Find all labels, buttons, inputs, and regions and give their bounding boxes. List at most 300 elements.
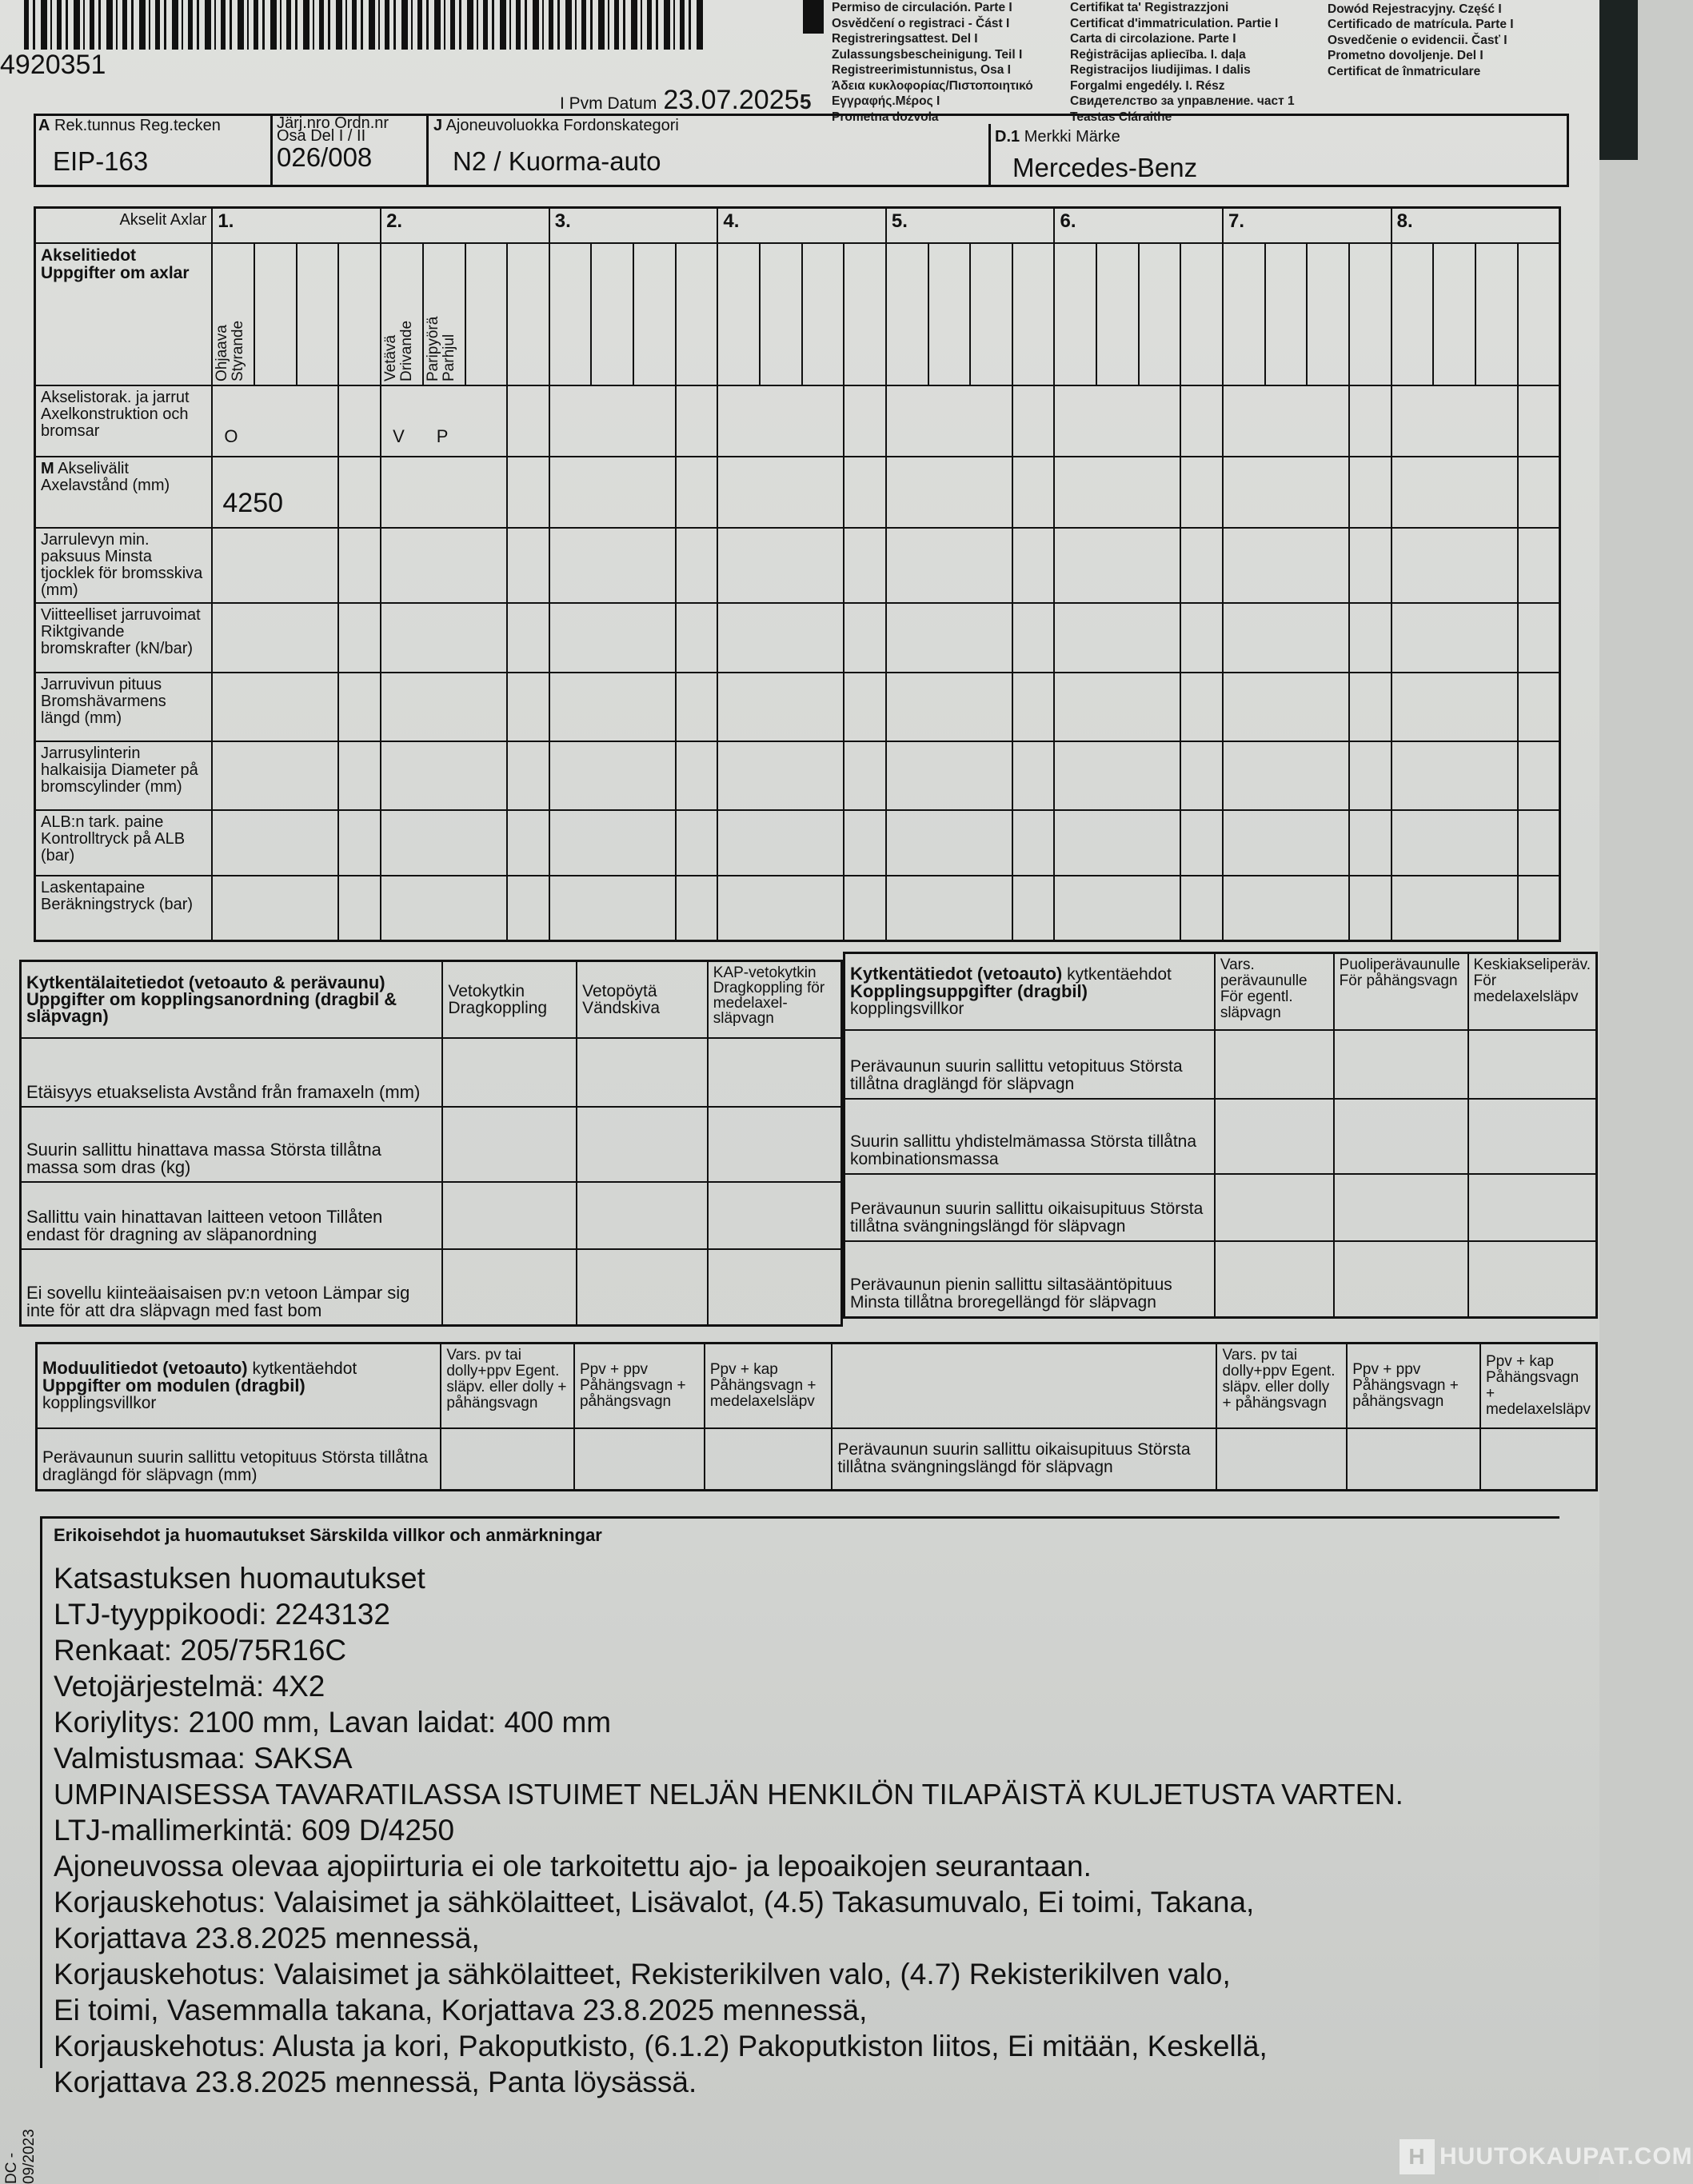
- form-number-fragment: 5: [800, 90, 812, 114]
- coupling-col-header: KAP-vetokytkin Dragkoppling för medelaxel-släpvagn: [708, 961, 842, 1038]
- axle1-steering-header: [212, 243, 254, 385]
- axle-cell: [549, 457, 676, 528]
- axle-cell: [717, 673, 844, 741]
- axle-row-label: Viitteelliset jarruvoimat Riktgivande bromskrafter (kN/bar): [35, 603, 213, 673]
- axle-cell: [676, 457, 718, 528]
- watermark-logo-icon: H: [1400, 2139, 1435, 2174]
- coupling-conditions-cell: [1215, 1030, 1334, 1099]
- coupling-cell: [708, 1182, 842, 1249]
- coupling-conditions-row: [845, 1030, 1597, 1099]
- axle-cell: [1349, 528, 1392, 603]
- axle2-twin-value: P: [436, 425, 449, 446]
- axle-cell: [676, 741, 718, 810]
- coupling-row: [21, 1038, 842, 1107]
- module-cell: [574, 1428, 705, 1491]
- axle-subcell: [1139, 243, 1181, 385]
- reg-code: A: [38, 117, 50, 134]
- remark-line: LTJ-tyyppikoodi: 2243132: [54, 1598, 390, 1631]
- axle-number: 6.: [1054, 208, 1223, 243]
- axle-cell: [1180, 603, 1223, 673]
- axle-cell: [1349, 810, 1392, 876]
- doc-name: Εγγραφής.Μέρος Ι: [832, 94, 940, 108]
- axle-cell: [1392, 457, 1518, 528]
- remark-line: Vetojärjestelmä: 4X2: [54, 1670, 325, 1703]
- axle-subcell: [928, 243, 971, 385]
- background-edge: [1599, 0, 1638, 160]
- remark-line: Katsastuksen huomautukset: [54, 1562, 425, 1595]
- date-field: [560, 85, 800, 116]
- axle-cell: [1392, 385, 1518, 457]
- module-col-header-right: Ppv + kap Påhängsvagn + medelaxelsläpv: [1480, 1344, 1597, 1428]
- coupling-row-label: Sallittu vain hinattavan laitteen vetoon Tillåten endast för dragning av släpanordning: [21, 1182, 443, 1249]
- axle-cell: [844, 457, 886, 528]
- watermark: [1400, 2139, 1693, 2174]
- axle-cell: [549, 741, 676, 810]
- axle-subcell: [844, 243, 886, 385]
- axle-cell: [1054, 810, 1180, 876]
- coupling-device-title: Kytkentälaitetiedot (vetoauto & perävaunu) Uppgifter om kopplingsanordning (dragbil & släpvagn): [21, 961, 443, 1038]
- axle-cell: [381, 810, 507, 876]
- axle-cell: [1012, 457, 1055, 528]
- axle-row-label: Jarruvivun pituus Bromshävarmens längd (mm): [35, 673, 213, 741]
- axle-cell: [844, 876, 886, 941]
- doc-name: Άδεια κυκλοφορίας/Πιστοποιητικό: [832, 78, 1033, 93]
- axle-cell: [1180, 876, 1223, 941]
- doc-name: Registreringsattest. Del I: [832, 32, 978, 46]
- axle-cell: [338, 457, 381, 528]
- reg-field: [38, 117, 270, 177]
- doc-name: Prometno dovoljenje. Del I: [1328, 49, 1483, 62]
- remark-line: Korjauskehotus: Alusta ja kori, Pakoputkisto, (6.1.2) Pakoputkiston liitos, Ei mitään, Keskellä,: [54, 2030, 1268, 2062]
- coupling-cell: [442, 1038, 577, 1107]
- coupling-conditions-title: [845, 953, 1215, 1030]
- coupling-conditions-cell: [1468, 1099, 1597, 1174]
- module-col-header: Vars. pv tai dolly+ppv Egent. släpv. eller dolly + påhängsvagn: [441, 1344, 574, 1428]
- axle-cell: [212, 528, 338, 603]
- axle-number: 2.: [381, 208, 549, 243]
- module-title-bold-2: Uppgifter om modulen (dragbil): [42, 1375, 305, 1396]
- axle-cell: [1392, 673, 1518, 741]
- axle-row: [35, 603, 1560, 673]
- axle-subcell: [760, 243, 802, 385]
- doc-name: Prometna dozvola: [832, 110, 939, 124]
- order-value: 026/008: [277, 142, 373, 172]
- doc-name: Registreerimistunnistus, Osa I: [832, 63, 1011, 77]
- axle-row: [35, 528, 1560, 603]
- axle2-driving-label: Vetävä Drivande: [382, 320, 416, 381]
- axle-cell: [1349, 876, 1392, 941]
- coupling-conditions-cell: [1334, 1174, 1468, 1241]
- axle-row: [35, 741, 1560, 810]
- axle-cell: [844, 741, 886, 810]
- axle-cell: [338, 385, 381, 457]
- axle-cell: [1012, 603, 1055, 673]
- axle-subcell: [1307, 243, 1349, 385]
- coupling-conditions-cell: [1215, 1174, 1334, 1241]
- axle-cell: [1518, 385, 1560, 457]
- axle-subcell: [297, 243, 339, 385]
- axle-number-row: [35, 208, 1560, 243]
- axle-cell: [381, 528, 507, 603]
- order-label-1: Järj.nro Ordn.nr: [277, 114, 389, 132]
- axle-cell: [1518, 741, 1560, 810]
- axle-cell: [886, 741, 1012, 810]
- doc-names-col1: [832, 0, 1033, 125]
- axle-cell: [381, 876, 507, 941]
- axle-table: [34, 206, 1561, 942]
- axle-number: 4.: [717, 208, 886, 243]
- axle-cell: [1518, 528, 1560, 603]
- axle-subcell: [1392, 243, 1434, 385]
- remark-line: Valmistusmaa: SAKSA: [54, 1742, 353, 1775]
- axle-subcell: [591, 243, 633, 385]
- axle-subcell: [1433, 243, 1475, 385]
- coupling-cell: [577, 1038, 708, 1107]
- axle-cell: [844, 673, 886, 741]
- axle-subcell: [886, 243, 928, 385]
- axle-cell: [338, 528, 381, 603]
- coupling-conditions-row: [845, 1174, 1597, 1241]
- module-col-header-right: Ppv + ppv Påhängsvagn + påhängsvagn: [1347, 1344, 1480, 1428]
- axle-subcell: [676, 243, 718, 385]
- axle-cell: [507, 528, 549, 603]
- module-title-normal-1: kytkentäehdot: [252, 1360, 357, 1379]
- doc-names-col3: [1328, 0, 1514, 79]
- watermark-text: HUUTOKAUPAT.COM: [1439, 2143, 1693, 2170]
- doc-name: Certificat de înmatriculare: [1328, 64, 1481, 78]
- axle-row: [35, 810, 1560, 876]
- axle-cell: [507, 876, 549, 941]
- axle-cell: [212, 741, 338, 810]
- axle-subcell: [1180, 243, 1223, 385]
- axle-row-label: Jarrulevyn min. paksuus Minsta tjocklek för bromsskiva (mm): [35, 528, 213, 603]
- axle-cell: [1180, 810, 1223, 876]
- axle-subcell: [465, 243, 508, 385]
- axle-cell: [676, 603, 718, 673]
- coupling-conditions-title-normal-1: kytkentäehdot: [1067, 965, 1172, 984]
- axle-row-label: Akselistorak. ja jarrut Axelkonstruktion och bromsar: [35, 385, 213, 457]
- axle-cell: [844, 810, 886, 876]
- axle2-twin-label: Paripyörä Parhjul: [424, 316, 457, 381]
- remarks-section: [40, 1516, 1559, 2098]
- axle-cell: [549, 385, 676, 457]
- axle-subcell: [338, 243, 381, 385]
- category-label: Ajoneuvoluokka Fordonskategori: [445, 117, 679, 134]
- axle-cell: [1349, 673, 1392, 741]
- axle-cell: [1012, 673, 1055, 741]
- axle-number: 7.: [1223, 208, 1392, 243]
- reg-value: EIP-163: [53, 146, 149, 176]
- axle-row-label-cell: [35, 457, 213, 528]
- axle-cell: [676, 810, 718, 876]
- axle-cell: [1392, 876, 1518, 941]
- axle-subcell: [1265, 243, 1308, 385]
- axle-cell: [1012, 741, 1055, 810]
- axle1-construction-value: O: [212, 385, 338, 457]
- axle-cell: [1518, 457, 1560, 528]
- axle2-twin-header: [423, 243, 465, 385]
- coupling-conditions-row-label: Perävaunun suurin sallittu oikaisupituus Största tillåtna svängningslängd för släpvagn: [845, 1174, 1215, 1241]
- form-code: DC - 09/2023: [3, 2129, 38, 2184]
- axle-cell: [1180, 385, 1223, 457]
- axle-cell: [1180, 741, 1223, 810]
- axle2-driving-value: V: [393, 425, 405, 446]
- axle-cell: [212, 810, 338, 876]
- axle-cell: [717, 876, 844, 941]
- axle-subheader-row: [35, 243, 1560, 385]
- coupling-device-table: [19, 960, 843, 1327]
- coupling-cell: [577, 1107, 708, 1182]
- axle-cell: [1518, 876, 1560, 941]
- doc-name: Osvědčení o registraci - Část I: [832, 16, 1010, 30]
- remark-line: UMPINAISESSA TAVARATILASSA ISTUIMET NELJÄN HENKILÖN TILAPÄISTÄ KULJETUSTA VARTEN.: [54, 1778, 1404, 1811]
- axle-cell: [1518, 810, 1560, 876]
- axle-subcell: [802, 243, 845, 385]
- coupling-conditions-cell: [1215, 1241, 1334, 1318]
- axle-cell: [1054, 603, 1180, 673]
- axle-cell: [886, 457, 1012, 528]
- coupling-conditions-col-header: Puoliperävaunulle För påhängsvagn: [1334, 953, 1468, 1030]
- coupling-conditions-col-header: Vars. perävaunulle För egentl. släpvagn: [1215, 953, 1334, 1030]
- axle-cell: [549, 673, 676, 741]
- axle-cell: [1180, 528, 1223, 603]
- axle-row-label: Laskentapaine Beräkningstryck (bar): [35, 876, 213, 941]
- barcode-number: 4920351: [0, 50, 106, 80]
- axle-cell: [886, 673, 1012, 741]
- axle-cell: [886, 528, 1012, 603]
- coupling-conditions-cell: [1468, 1030, 1597, 1099]
- doc-name: Carta di circolazione. Parte I: [1070, 32, 1236, 46]
- axle-subcell: [254, 243, 297, 385]
- module-col-header-right: Vars. pv tai dolly+ppv Egent. släpv. eller dolly + påhängsvagn: [1216, 1344, 1347, 1428]
- axle-cell: [212, 603, 338, 673]
- axle-cell: [212, 673, 338, 741]
- axle-cell: [549, 603, 676, 673]
- coupling-conditions-row: [845, 1241, 1597, 1318]
- axles-header-label: Akselit Axlar: [35, 208, 213, 243]
- coupling-cell: [442, 1107, 577, 1182]
- coupling-cell: [577, 1249, 708, 1326]
- axle-cell: [717, 457, 844, 528]
- coupling-conditions-cell: [1334, 1099, 1468, 1174]
- module-title-bold-1: Moduulitiedot (vetoauto): [42, 1358, 248, 1379]
- coupling-conditions-row-label: Suurin sallittu yhdistelmämassa Största tillåtna kombinationsmassa: [845, 1099, 1215, 1174]
- module-cell: [1347, 1428, 1480, 1491]
- module-row: [37, 1428, 1597, 1491]
- doc-name: Zulassungsbescheinigung. Teil I: [832, 47, 1023, 62]
- axle-cell: [507, 385, 549, 457]
- remark-line: LTJ-mallimerkintä: 609 D/4250: [54, 1814, 455, 1847]
- doc-name: Свидетелство за управление. част 1: [1070, 94, 1295, 108]
- coupling-row-label: Suurin sallittu hinattava massa Största tillåtna massa som dras (kg): [21, 1107, 443, 1182]
- axle-cell: [717, 603, 844, 673]
- axle-cell: [1054, 385, 1180, 457]
- coupling-conditions-title-normal-2: kopplingsvillkor: [850, 1000, 964, 1019]
- axle-cell: [1180, 457, 1223, 528]
- axle-cell: [1054, 673, 1180, 741]
- axle-cell: [381, 673, 507, 741]
- axle-cell: [507, 673, 549, 741]
- category-field: [433, 117, 961, 177]
- coupling-conditions-title-bold-1: Kytkentätiedot (vetoauto): [850, 964, 1063, 984]
- axle-row-label: ALB:n tark. paine Kontrolltryck på ALB (bar): [35, 810, 213, 876]
- divider: [988, 124, 991, 187]
- axle-cell: [886, 603, 1012, 673]
- axle-cell: [1223, 385, 1349, 457]
- axle-subcell: [549, 243, 592, 385]
- axle-cell: [717, 810, 844, 876]
- remark-line: Ei toimi, Vasemmalla takana, Korjattava 23.8.2025 mennessä,: [54, 1994, 868, 2026]
- axle-subcell: [1475, 243, 1518, 385]
- remarks-lines: [42, 1552, 1559, 2108]
- axle-cell: [1349, 457, 1392, 528]
- axle-cell: [1012, 876, 1055, 941]
- module-table: [35, 1342, 1598, 1491]
- remark-line: Renkaat: 205/75R16C: [54, 1634, 347, 1667]
- coupling-cell: [442, 1249, 577, 1326]
- axle2-construction-value: [381, 385, 507, 457]
- axle-cell: [1223, 457, 1349, 528]
- axle-cell: [1392, 741, 1518, 810]
- axle-cell: [1392, 528, 1518, 603]
- axle-cell: [1012, 810, 1055, 876]
- module-cell: [441, 1428, 574, 1491]
- doc-name: Dowód Rejestracyjny. Część I: [1328, 2, 1502, 16]
- axle-cell: [507, 603, 549, 673]
- axle-subcell: [1096, 243, 1139, 385]
- axle-cell: [507, 810, 549, 876]
- coupling-row-label: Etäisyys etuakselista Avstånd från framaxeln (mm): [21, 1038, 443, 1107]
- axle-cell: [886, 810, 1012, 876]
- coupling-conditions-title-bold-2: Kopplingsuppgifter (dragbil): [850, 981, 1088, 1002]
- form-marker-block: [803, 0, 824, 34]
- axle-row-code: M: [41, 459, 54, 477]
- coupling-conditions-row-label: Perävaunun suurin sallittu vetopituus Största tillåtna draglängd för släpvagn: [845, 1030, 1215, 1099]
- axle-row: [35, 876, 1560, 941]
- axle-cell: [1012, 528, 1055, 603]
- remark-line: Korjattava 23.8.2025 mennessä, Panta löysässä.: [54, 2066, 697, 2098]
- axle-cell: [338, 810, 381, 876]
- remark-line: Korjauskehotus: Valaisimet ja sähkölaitteet, Lisävalot, (4.5) Takasumuvalo, Ei toimi, Takana,: [54, 1886, 1255, 1918]
- remark-line: Korjauskehotus: Valaisimet ja sähkölaitteet, Rekisterikilven valo, (4.7) Rekisterikilven valo,: [54, 1958, 1231, 1990]
- axle-cell: [507, 457, 549, 528]
- axle-cell: [676, 673, 718, 741]
- axle-cell: [381, 603, 507, 673]
- order-label-2: Osa Del I / II: [277, 127, 366, 145]
- coupling-conditions-row: [845, 1099, 1597, 1174]
- module-row-label-left: Perävaunun suurin sallittu vetopituus Största tillåtna draglängd för släpvagn (mm): [37, 1428, 441, 1491]
- axle-number: 8.: [1392, 208, 1560, 243]
- axle1-steering-label: Ohjaava Styrande: [214, 320, 247, 381]
- axle-cell: [1518, 673, 1560, 741]
- axle-row: [35, 673, 1560, 741]
- make-label: Merkki Märke: [1024, 128, 1120, 146]
- axle-number: 5.: [886, 208, 1055, 243]
- axle-cell: [886, 876, 1012, 941]
- axle-cell: [549, 528, 676, 603]
- axle-cell: [717, 385, 844, 457]
- axle-cell: [1054, 876, 1180, 941]
- remark-line: Korjattava 23.8.2025 mennessä,: [54, 1922, 480, 1954]
- remark-line: Koriylitys: 2100 mm, Lavan laidat: 400 mm: [54, 1706, 612, 1739]
- module-col-header: Ppv + kap Påhängsvagn + medelaxelsläpv: [705, 1344, 832, 1428]
- axle-subcell: [717, 243, 760, 385]
- doc-names-col2: [1070, 0, 1295, 125]
- coupling-row: [21, 1249, 842, 1326]
- coupling-cell: [708, 1038, 842, 1107]
- axle-cell: [338, 603, 381, 673]
- axle-cell: [507, 741, 549, 810]
- remark-line: Ajoneuvossa olevaa ajopiirturia ei ole tarkoitettu ajo- ja lepoaikojen seurantaan.: [54, 1850, 1092, 1883]
- coupling-conditions-cell: [1334, 1241, 1468, 1318]
- axle-cell: [1054, 457, 1180, 528]
- axle-cell: [1392, 810, 1518, 876]
- divider: [270, 114, 273, 187]
- axle-cell: [1180, 673, 1223, 741]
- axle-cell: [1349, 603, 1392, 673]
- doc-name: Registracijos liudijimas. I dalis: [1070, 63, 1251, 77]
- axle-cell: [1349, 385, 1392, 457]
- coupling-row: [21, 1182, 842, 1249]
- doc-name: Certificat d'immatriculation. Partie I: [1070, 16, 1279, 30]
- axle-cell: [1223, 528, 1349, 603]
- axle-cell: [676, 876, 718, 941]
- coupling-cell: [708, 1107, 842, 1182]
- coupling-row-label: Ei sovellu kiinteäaisaisen pv:n vetoon Lämpar sig inte för att dra släpvagn med fast bom: [21, 1249, 443, 1326]
- coupling-conditions-col-header: Keskiakseliperäv. För medelaxelsläpv: [1468, 953, 1597, 1030]
- axle-cell: [844, 528, 886, 603]
- axle-subcell: [1349, 243, 1392, 385]
- axle-cell: [212, 876, 338, 941]
- make-field: [995, 128, 1555, 183]
- axle-number: 3.: [549, 208, 718, 243]
- axle-number: 1.: [212, 208, 381, 243]
- axle-cell: [1518, 603, 1560, 673]
- axle-cell: [338, 673, 381, 741]
- divider: [426, 114, 429, 187]
- axle-cell: [1349, 741, 1392, 810]
- axle-row-label: Jarrusylinterin halkaisija Diameter på bromscylinder (mm): [35, 741, 213, 810]
- axle-cell: [1223, 603, 1349, 673]
- coupling-conditions-table: [843, 952, 1598, 1319]
- axle-subcell: [1012, 243, 1055, 385]
- axle-subcell: [1518, 243, 1560, 385]
- axles-section-title: Akselitiedot Uppgifter om axlar: [35, 243, 213, 385]
- axle-subcell: [507, 243, 549, 385]
- module-title: [37, 1344, 441, 1428]
- axle-cell: [549, 810, 676, 876]
- axle-row: [35, 385, 1560, 457]
- axle-cell: [717, 741, 844, 810]
- module-col-header: Ppv + ppv Påhängsvagn + påhängsvagn: [574, 1344, 705, 1428]
- date-value: 23.07.2025: [663, 85, 800, 115]
- axle-subcell: [1054, 243, 1096, 385]
- category-value: N2 / Kuorma-auto: [453, 146, 661, 176]
- axle-cell: [1054, 741, 1180, 810]
- doc-name: Permiso de circulación. Parte I: [832, 1, 1012, 14]
- reg-label: Rek.tunnus Reg.tecken: [54, 117, 221, 134]
- coupling-conditions-cell: [1215, 1099, 1334, 1174]
- date-label: I Pvm Datum: [560, 94, 657, 113]
- axle-cell: [1392, 603, 1518, 673]
- coupling-cell: [708, 1249, 842, 1326]
- axle-row-label: Akselivälit Axelavstånd (mm): [41, 459, 170, 494]
- doc-name: Reģistrācijas apliecība. I. daļa: [1070, 47, 1246, 62]
- coupling-conditions-cell: [1334, 1030, 1468, 1099]
- axle-cell: [1223, 741, 1349, 810]
- category-code: J: [433, 117, 443, 134]
- axle-cell: [844, 385, 886, 457]
